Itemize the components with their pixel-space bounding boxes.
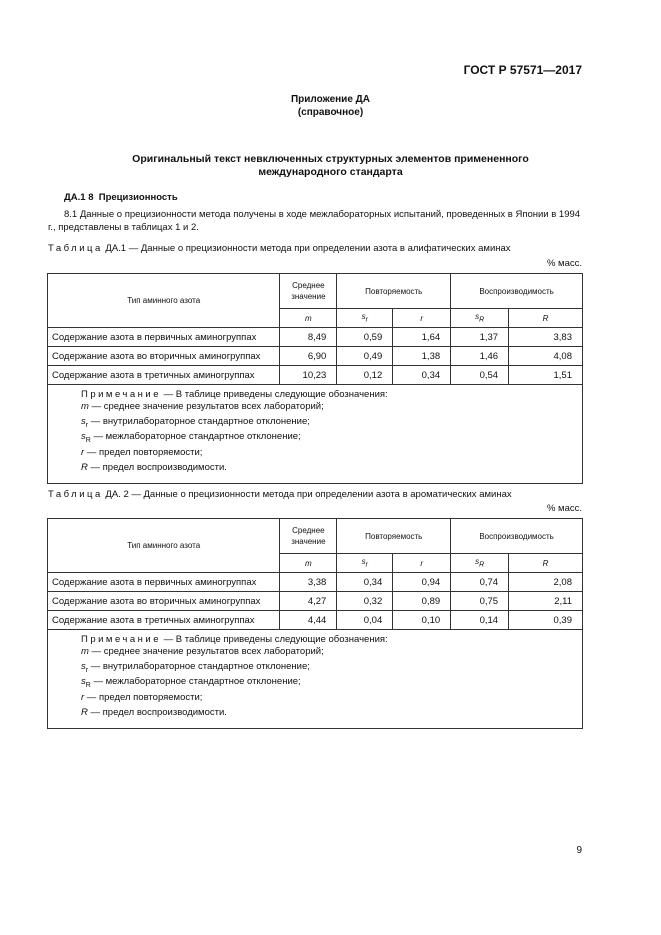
cell-value: 0,32 <box>337 592 393 611</box>
section-number: ДА.1 8 <box>64 192 94 203</box>
table1-caption-word: Таблица <box>48 243 103 254</box>
row-label: Содержание азота в третичных аминогруппах <box>48 611 280 630</box>
col-symbol-sr: $s_r$ <box>361 312 368 324</box>
cell-value: 8,49 <box>280 328 337 347</box>
cell-value: 0,54 <box>451 366 509 385</box>
col-header-repeatability: Повторяемость <box>337 274 451 309</box>
cell-value: 0,04 <box>337 611 393 630</box>
row-label: Содержание азота в первичных аминогруппах <box>48 573 280 592</box>
col-header-reproducibility: Воспроизводимость <box>451 519 583 554</box>
col-header-mean: Среднее значение <box>280 274 337 309</box>
table2-caption-word: Таблица <box>48 489 103 500</box>
appendix-label: Приложение ДА <box>290 94 371 105</box>
section-heading <box>64 192 178 203</box>
col-symbol-R: R <box>542 558 549 568</box>
col-symbol-r: r <box>420 558 424 568</box>
cell-value: 0,75 <box>451 592 509 611</box>
col-header-type: Тип аминного азота <box>48 519 280 573</box>
table1-caption <box>48 243 511 254</box>
cell-value: 3,38 <box>280 573 337 592</box>
cell-value: 6,90 <box>280 347 337 366</box>
cell-value: 0,94 <box>393 573 451 592</box>
cell-value: 0,14 <box>451 611 509 630</box>
cell-value: 4,08 <box>509 347 583 366</box>
cell-value: 0,74 <box>451 573 509 592</box>
cell-value: 0,89 <box>393 592 451 611</box>
cell-value: 0,39 <box>509 611 583 630</box>
table2-unit: % масс. <box>546 503 582 514</box>
appendix-subtitle: (справочное) <box>297 107 364 118</box>
page-number: 9 <box>576 845 582 856</box>
col-symbol-sR: $s_R$ <box>475 312 485 324</box>
row-label: Содержание азота в первичных аминогруппах <box>48 328 280 347</box>
col-header-reproducibility: Воспроизводимость <box>451 274 583 309</box>
heading-line-1: Оригинальный текст невключенных структурных элементов примененного <box>132 153 529 165</box>
cell-value: 1,37 <box>451 328 509 347</box>
row-label: Содержание азота в третичных аминогруппах <box>48 366 280 385</box>
table-row <box>48 611 583 630</box>
cell-value: 0,59 <box>337 328 393 347</box>
cell-value: 4,27 <box>280 592 337 611</box>
cell-value: 0,34 <box>337 573 393 592</box>
table-row <box>48 347 583 366</box>
table2-caption-text: ДА. 2 — Данные о прецизионности метода при определении азота в ароматических аминах <box>105 489 512 500</box>
row-label: Содержание азота во вторичных аминогруппах <box>48 592 280 611</box>
col-symbol-R: R <box>542 313 549 323</box>
section-title: Прецизионность <box>98 192 178 203</box>
row-label: Содержание азота во вторичных аминогруппах <box>48 347 280 366</box>
table2-caption <box>48 489 512 500</box>
cell-value: 2,11 <box>509 592 583 611</box>
heading-line-2: международного стандарта <box>258 166 403 178</box>
col-symbol-sr: $s_r$ <box>361 557 368 569</box>
cell-value: 1,51 <box>509 366 583 385</box>
col-header-repeatability: Повторяемость <box>337 519 451 554</box>
appendix-title <box>0 93 661 119</box>
appendix-heading <box>0 153 661 179</box>
col-header-type: Тип аминного азота <box>48 274 280 328</box>
paragraph-8-1: 8.1 Данные о прецизионности метода получены в ходе межлабораторных испытаний, проведенных в Японии в 1994 г., представлены в таблицах 1 и 2. <box>48 209 581 233</box>
table1-note: Примечание — В таблице приведены следующие обозначения: m — среднее значение результатов всех лабораторий; $s_r$ — внутрилабораторное стандартное отклонение; $s_R$ — межлабораторное стандартное отклонение; r — предел повторяемости; R — предел воспроизводимости. <box>48 385 583 484</box>
table1-unit: % масс. <box>546 258 582 269</box>
table2-note: Примечание — В таблице приведены следующие обозначения: m — среднее значение результатов всех лабораторий; $s_r$ — внутрилабораторное стандартное отклонение; $s_R$ — межлабораторное стандартное отклонение; r — предел повторяемости; R — предел воспроизводимости. <box>48 630 583 729</box>
col-header-mean: Среднее значение <box>280 519 337 554</box>
cell-value: 1,46 <box>451 347 509 366</box>
document-code: ГОСТ Р 57571—2017 <box>463 63 582 77</box>
table-row <box>48 592 583 611</box>
col-symbol-m: m <box>305 558 312 568</box>
table-row <box>48 573 583 592</box>
col-symbol-m: m <box>305 313 312 323</box>
cell-value: 4,44 <box>280 611 337 630</box>
table1-caption-text: ДА.1 — Данные о прецизионности метода при определении азота в алифатических аминах <box>105 243 511 254</box>
cell-value: 2,08 <box>509 573 583 592</box>
cell-value: 1,38 <box>393 347 451 366</box>
table1 <box>47 273 583 484</box>
table-row <box>48 328 583 347</box>
col-symbol-sR: $s_R$ <box>475 557 485 569</box>
cell-value: 0,34 <box>393 366 451 385</box>
cell-value: 0,12 <box>337 366 393 385</box>
cell-value: 0,10 <box>393 611 451 630</box>
table2 <box>47 518 583 729</box>
cell-value: 3,83 <box>509 328 583 347</box>
cell-value: 10,23 <box>280 366 337 385</box>
cell-value: 1,64 <box>393 328 451 347</box>
cell-value: 0,49 <box>337 347 393 366</box>
col-symbol-r: r <box>420 313 424 323</box>
table-row <box>48 366 583 385</box>
